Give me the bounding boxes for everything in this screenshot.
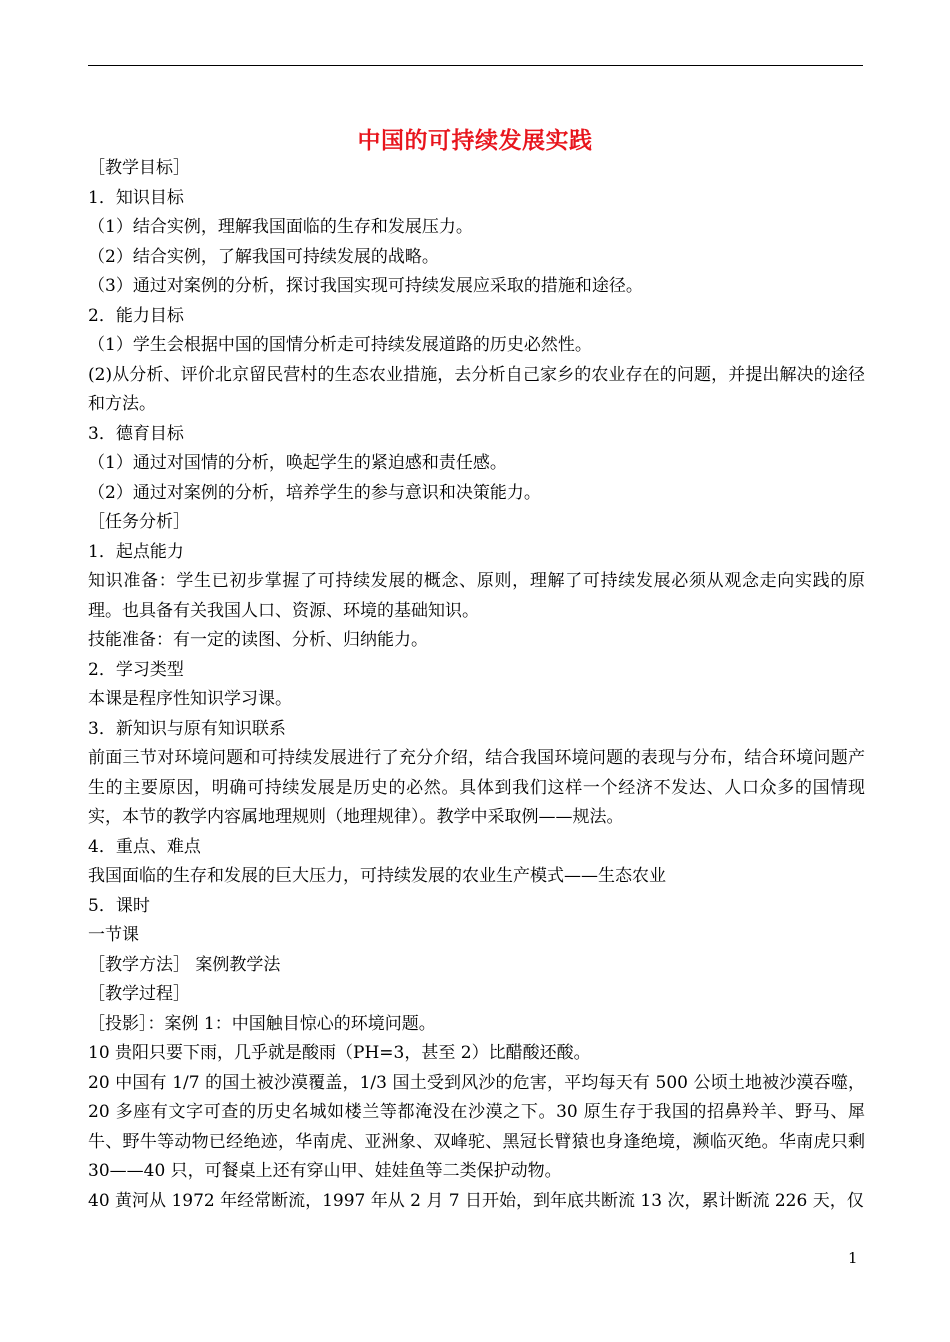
section-heading: ［教学过程］ [88,984,190,1004]
page-number: 1 [848,1249,858,1267]
section-heading: ［教学方法］ 案例教学法 [88,954,281,975]
paragraph: 一节课 [88,925,139,945]
section-heading: ［任务分析］ [88,512,190,532]
paragraph: 20 中国有 1/7 的国土被沙漠覆盖，1/3 国土受到风沙的危害，平均每天有 500 公顷土地被沙漠吞噬，20 多座有文字可查的历史名城如楼兰等都淹没在沙漠之下。30 原生存于我国的招鼻羚羊、野马、犀牛、野牛等动物已经绝迹，华南虎、亚洲象、双峰驼、黑冠长臂猿也身逢绝境，濒临灭绝。华南虎只剩 30——40 只，可餐桌上还有穿山甲、娃娃鱼等二类保护动物。 [88,1072,865,1181]
subsection-heading: 2．学习类型 [88,659,184,680]
paragraph: 前面三节对环境问题和可持续发展进行了充分介绍，结合我国环境问题的表现与分布，结合环境问题产生的主要原因，明确可持续发展是历史的必然。具体到我们这样一个经济不发达、人口众多的国情现实，本节的教学内容属地理规则（地理规律）。教学中采取例——规法。 [88,748,865,827]
list-item: （2）通过对案例的分析，培养学生的参与意识和决策能力。 [88,482,541,503]
subsection-heading: 1．知识目标 [88,187,184,208]
paragraph: 40 黄河从 1972 年经常断流，1997 年从 2 月 7 日开始，到年底共断流 13 次，累计断流 226 天，仅 [88,1190,864,1211]
subsection-heading: 3．新知识与原有知识联系 [88,718,286,739]
paragraph: 我国面临的生存和发展的巨大压力，可持续发展的农业生产模式——生态农业 [88,866,666,886]
list-item: （3）通过对案例的分析，探讨我国实现可持续发展应采取的措施和途径。 [88,276,643,296]
subsection-heading: 4．重点、难点 [88,836,201,857]
document-body [88,154,865,1216]
subsection-heading: 2．能力目标 [88,305,184,326]
subsection-heading: 1．起点能力 [88,541,184,562]
paragraph: 技能准备：有一定的读图、分析、归纳能力。 [88,630,428,650]
paragraph: 知识准备：学生已初步掌握了可持续发展的概念、原则，理解了可持续发展必须从观念走向实践的原理。也具备有关我国人口、资源、环境的基础知识。 [88,571,865,621]
list-item: (2)从分析、评价北京留民营村的生态农业措施，去分析自己家乡的农业存在的问题，并提出解决的途径和方法。 [88,364,865,414]
list-item: （1）学生会根据中国的国情分析走可持续发展道路的历史必然性。 [88,335,592,355]
subsection-heading: 3．德育目标 [88,423,184,444]
paragraph: ［投影］：案例 1：中国触目惊心的环境问题。 [88,1013,436,1034]
paragraph: 10 贵阳只要下雨，几乎就是酸雨（PH=3，甚至 2）比醋酸还酸。 [88,1043,591,1063]
header-rule [88,65,863,66]
paragraph: 本课是程序性知识学习课。 [88,689,292,709]
document-title: 中国的可持续发展实践 [357,127,593,154]
list-item: （1）结合实例，理解我国面临的生存和发展压力。 [88,217,473,237]
list-item: （2）结合实例，了解我国可持续发展的战略。 [88,246,439,267]
list-item: （1）通过对国情的分析，唤起学生的紧迫感和责任感。 [88,453,507,473]
section-heading: ［教学目标］ [88,158,190,178]
subsection-heading: 5．课时 [88,895,150,916]
